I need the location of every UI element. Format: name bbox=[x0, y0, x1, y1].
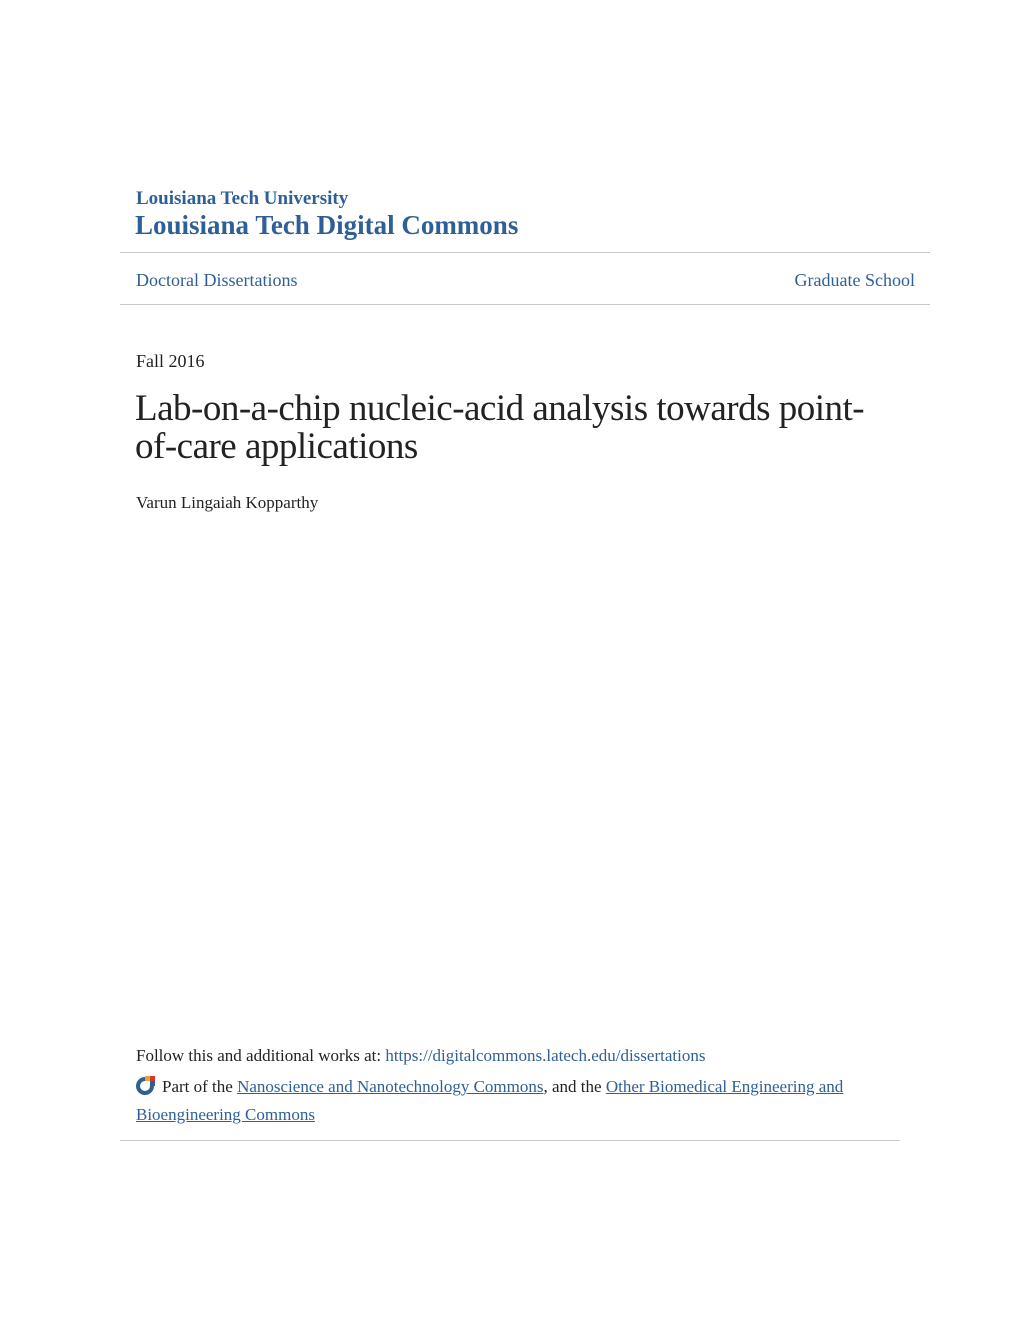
and-the-label: , and the bbox=[543, 1077, 606, 1096]
author-name[interactable]: Varun Lingaiah Kopparthy bbox=[136, 493, 319, 512]
paper-title-line-2: of-care applications bbox=[135, 426, 418, 467]
paper-title bbox=[135, 390, 895, 466]
follow-label: Follow this and additional works at: bbox=[136, 1046, 386, 1065]
nanoscience-commons-link[interactable]: Nanoscience and Nanotechnology Commons bbox=[237, 1077, 544, 1096]
follow-line bbox=[136, 1045, 705, 1067]
header-divider-bottom bbox=[120, 304, 930, 305]
paper-title-line-1: Lab-on-a-chip nucleic-acid analysis towards point- bbox=[135, 388, 865, 429]
commons-line bbox=[136, 1074, 896, 1127]
bepress-commons-icon bbox=[136, 1075, 156, 1102]
header-divider-top bbox=[120, 252, 930, 253]
footer-divider bbox=[120, 1140, 900, 1141]
institution-name[interactable]: Louisiana Tech University bbox=[136, 188, 349, 209]
nav-school-link[interactable]: Graduate School bbox=[794, 270, 915, 290]
part-of-label: Part of the bbox=[162, 1077, 238, 1096]
dissertations-url-link[interactable]: https://digitalcommons.latech.edu/dissertations bbox=[385, 1046, 706, 1065]
repository-name[interactable]: Louisiana Tech Digital Commons bbox=[135, 210, 519, 240]
biomedical-engineering-commons-link[interactable]: Other Biomedical Engineering and Bioengineering Commons bbox=[136, 1077, 844, 1124]
publication-date: Fall 2016 bbox=[136, 351, 205, 371]
nav-collection-link[interactable]: Doctoral Dissertations bbox=[136, 270, 298, 290]
